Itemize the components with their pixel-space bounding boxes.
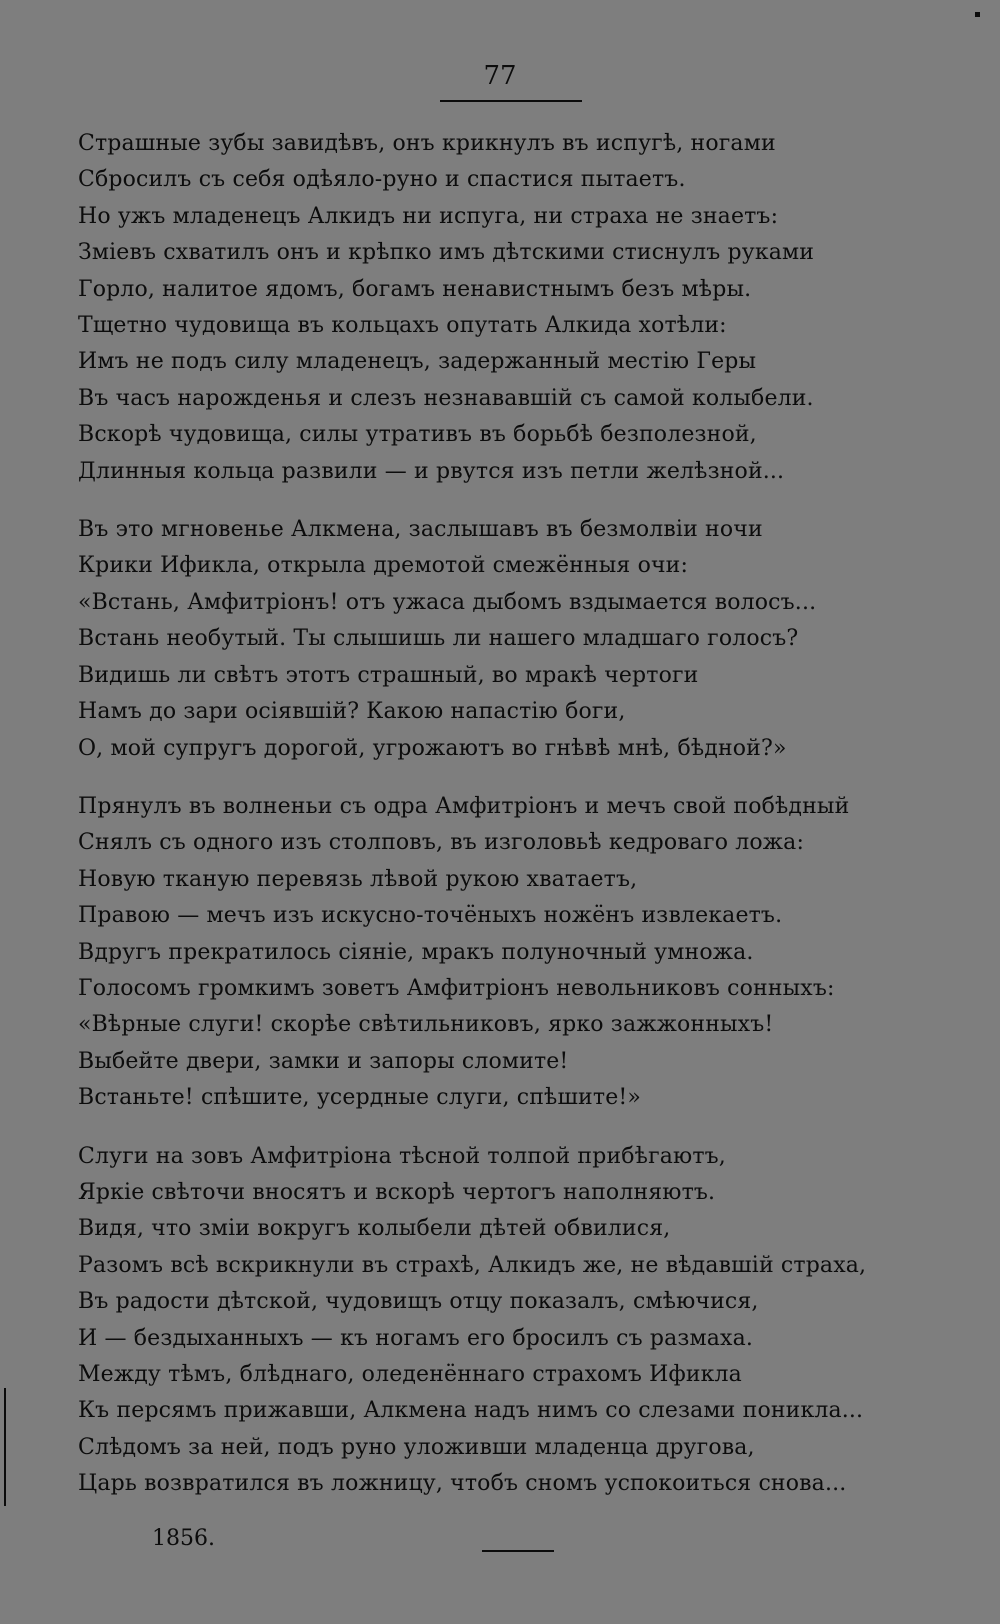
- stanza-3: [78, 789, 978, 1117]
- verse-line: Правою — мечъ изъ искусно-точёныхъ ножёнъ извлекаетъ.: [78, 903, 783, 929]
- verse-line: Тщетно чудовища въ кольцахъ опутать Алкида хотѣли:: [78, 313, 727, 339]
- verse-line: Сбросилъ съ себя одѣяло-руно и спастися пытаетъ.: [78, 167, 686, 193]
- verse-line: Вскорѣ чудовища, силы утративъ въ борьбѣ безполезной,: [78, 422, 757, 448]
- verse-line: Царь возвратился въ ложницу, чтобъ сномъ успокоиться снова...: [78, 1471, 847, 1497]
- verse-line: Длинныя кольца развили — и рвутся изъ петли желѣзной...: [78, 458, 785, 484]
- poem-year: 1856.: [152, 1526, 215, 1551]
- stanza-2: [78, 512, 978, 767]
- stanza-1: [78, 126, 978, 490]
- verse-line: «Вѣрные слуги! скорѣе свѣтильниковъ, ярко зажжонныхъ!: [78, 1012, 774, 1038]
- verse-line: Горло, налитое ядомъ, богамъ ненавистнымъ безъ мѣры.: [78, 276, 752, 302]
- verse-line: Зміевъ схватилъ онъ и крѣпко имъ дѣтскими стиснулъ руками: [78, 240, 815, 266]
- footer-rule: [482, 1550, 554, 1552]
- verse-line: Между тѣмъ, блѣднаго, оледенённаго страхомъ Ификла: [78, 1362, 742, 1387]
- verse-line: Яркіе свѣточи вносятъ и вскорѣ чертогъ наполняютъ.: [78, 1179, 716, 1205]
- verse-line: Слуги на зовъ Амфитріона тѣсной толпой прибѣгаютъ,: [78, 1143, 726, 1169]
- verse-line: Къ персямъ прижавши, Алкмена надъ нимъ со слезами поникла...: [78, 1398, 864, 1424]
- verse-line: Въ часъ нарожденья и слезъ незнававшій съ самой колыбели.: [78, 385, 814, 411]
- verse-line: И — бездыханныхъ — къ ногамъ его бросилъ съ размаха.: [78, 1325, 753, 1351]
- verse-line: О, мой супругъ дорогой, угрожаютъ во гнѣвѣ мнѣ, бѣдной?»: [78, 735, 787, 761]
- verse-line: Встань необутый. Ты слышишь ли нашего младшаго голосъ?: [78, 626, 799, 652]
- verse-line: Видишь ли свѣтъ этотъ страшный, во мракѣ чертоги: [78, 662, 699, 688]
- verse-line: Въ радости дѣтской, чудовищъ отцу показалъ, смѣючися,: [78, 1289, 759, 1315]
- verse-line: Разомъ всѣ вскрикнули въ страхѣ, Алкидъ же, не вѣдавшій страха,: [78, 1252, 867, 1278]
- scan-speck: [975, 12, 980, 17]
- verse-line: Выбейте двери, замки и запоры сломите!: [78, 1048, 569, 1074]
- stanza-4: [78, 1139, 978, 1503]
- verse-line: Прянулъ въ волненьи съ одра Амфитріонъ и мечъ свой побѣдный: [78, 793, 850, 819]
- verse-line: Крики Ификла, открыла дремотой смежённыя очи:: [78, 553, 689, 579]
- verse-line: Но ужъ младенецъ Алкидъ ни испуга, ни страха не знаетъ:: [78, 203, 779, 229]
- verse-line: Имъ не подъ силу младенецъ, задержанный местію Геры: [78, 349, 757, 375]
- verse-line: Встаньте! спѣшите, усердные слуги, спѣшите!»: [78, 1085, 641, 1111]
- verse-line: «Встань, Амфитріонъ! отъ ужаса дыбомъ вздымается волосъ...: [78, 589, 817, 615]
- verse-line: Вдругъ прекратилось сіяніе, мракъ полуночный умножа.: [78, 939, 754, 965]
- verse-line: Слѣдомъ за ней, подъ руно уложивши младенца другова,: [78, 1434, 755, 1460]
- header-rule: [440, 100, 582, 102]
- verse-line: Новую тканую перевязь лѣвой рукою хватаетъ,: [78, 866, 638, 892]
- poem-body: [78, 126, 978, 1525]
- verse-line: Намъ до зари осіявшій? Какою напастію боги,: [78, 699, 626, 725]
- verse-line: Въ это мгновенье Алкмена, заслышавъ въ безмолвіи ночи: [78, 517, 763, 543]
- page-number: 77: [483, 61, 517, 91]
- verse-line: Снялъ съ одного изъ столповъ, въ изголовьѣ кедроваго ложа:: [78, 830, 805, 856]
- scan-edge-mark: [4, 1388, 6, 1506]
- verse-line: Голосомъ громкимъ зоветъ Амфитріонъ невольниковъ сонныхъ:: [78, 975, 835, 1001]
- verse-line: Видя, что зміи вокругъ колыбели дѣтей обвилися,: [78, 1216, 671, 1242]
- verse-line: Страшные зубы завидѣвъ, онъ крикнулъ въ испугѣ, ногами: [78, 131, 776, 156]
